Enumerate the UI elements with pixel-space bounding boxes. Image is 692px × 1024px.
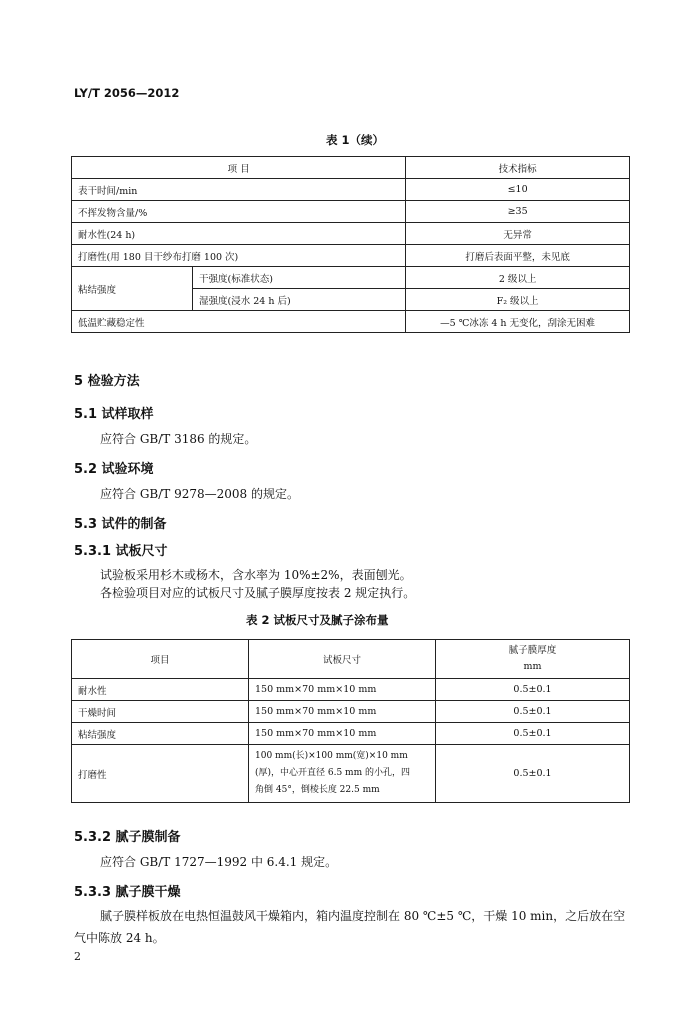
table-cell: 2 级以上: [406, 267, 630, 289]
section-heading: 5.3 试件的制备: [74, 517, 167, 532]
table-cell: 无异常: [406, 223, 630, 245]
table-cell: 耐水性: [72, 679, 249, 701]
table-cell: 0.5±0.1: [436, 723, 630, 745]
table-header-cell: 项 目: [72, 157, 406, 179]
section-heading: 5.2 试验环境: [74, 462, 154, 477]
table-header-row: [72, 640, 630, 679]
table-header-row: [72, 157, 630, 179]
paragraph: 应符合 GB/T 1727—1992 中 6.4.1 规定。: [100, 855, 338, 869]
table-cell: 耐水性(24 h): [72, 223, 406, 245]
table-cell: 150 mm×70 mm×10 mm: [249, 679, 436, 701]
table2-caption: 表 2 试板尺寸及腻子涂布量: [246, 613, 389, 627]
table-row: [72, 223, 630, 245]
size-line: 100 mm(长)×100 mm(宽)×10 mm: [255, 751, 408, 761]
section-heading: 5.3.2 腻子膜制备: [74, 830, 181, 845]
table-cell: [249, 745, 436, 803]
table-header-cell: 技术指标: [406, 157, 630, 179]
table-cell: ≥35: [406, 201, 630, 223]
size-line: (厚)，中心开直径 6.5 mm 的小孔，四: [255, 768, 410, 778]
table-cell: 0.5±0.1: [436, 701, 630, 723]
size-line: 角倒 45°，倒棱长度 22.5 mm: [255, 785, 380, 795]
thickness-unit: mm: [523, 661, 542, 672]
table-header-cell: 项目: [72, 640, 249, 679]
table-cell: 湿强度(浸水 24 h 后): [193, 289, 406, 311]
table-cell: 0.5±0.1: [436, 679, 630, 701]
section-heading: 5 检验方法: [74, 374, 140, 389]
table-cell: 打磨后表面平整，未见底: [406, 245, 630, 267]
thickness-label: 腻子膜厚度: [508, 645, 557, 656]
table-row: [72, 679, 630, 701]
table-row: [72, 245, 630, 267]
table1-caption: 表 1（续）: [326, 133, 385, 147]
table-cell: 粘结强度: [72, 267, 193, 311]
table-header-cell: 试板尺寸: [249, 640, 436, 679]
table2: [71, 639, 630, 803]
table-cell: ≤10: [406, 179, 630, 201]
page-number: 2: [74, 950, 81, 963]
section-heading: 5.3.1 试板尺寸: [74, 544, 168, 559]
table-cell: 低温贮藏稳定性: [72, 311, 406, 333]
table-row: [72, 311, 630, 333]
table-cell: —5 ℃冰冻 4 h 无变化，刮涂无困难: [406, 311, 630, 333]
paragraph: 应符合 GB/T 9278—2008 的规定。: [100, 487, 299, 501]
section-heading: 5.3.3 腻子膜干燥: [74, 885, 181, 900]
table-cell: 150 mm×70 mm×10 mm: [249, 701, 436, 723]
table-cell: 干燥时间: [72, 701, 249, 723]
standard-code: LY/T 2056—2012: [74, 86, 180, 100]
table-row: [72, 267, 630, 289]
table1: [71, 156, 630, 333]
paragraph: 各检验项目对应的试板尺寸及腻子膜厚度按表 2 规定执行。: [100, 586, 416, 600]
table-cell: 不挥发物含量/%: [72, 201, 406, 223]
table-row: [72, 701, 630, 723]
table-row: [72, 745, 630, 803]
table-cell: 150 mm×70 mm×10 mm: [249, 723, 436, 745]
paragraph: 腻子膜样板放在电热恒温鼓风干燥箱内，箱内温度控制在 80 ℃±5 ℃，干燥 10 min，之后放在空气中陈放 24 h。: [74, 909, 626, 945]
table-cell: 干强度(标准状态): [193, 267, 406, 289]
section-heading: 5.1 试样取样: [74, 407, 154, 422]
table-cell: 表干时间/min: [72, 179, 406, 201]
paragraph: 试验板采用杉木或杨木，含水率为 10%±2%，表面刨光。: [100, 568, 412, 582]
table-row: [72, 179, 630, 201]
table-cell: F₂ 级以上: [406, 289, 630, 311]
table-cell: 打磨性: [72, 745, 249, 803]
table-header-cell: [436, 640, 630, 679]
table-cell: 粘结强度: [72, 723, 249, 745]
table-cell: 0.5±0.1: [436, 745, 630, 803]
paragraph: 应符合 GB/T 3186 的规定。: [100, 432, 257, 446]
table-row: [72, 723, 630, 745]
table-row: [72, 201, 630, 223]
table-cell: 打磨性(用 180 目干纱布打磨 100 次): [72, 245, 406, 267]
